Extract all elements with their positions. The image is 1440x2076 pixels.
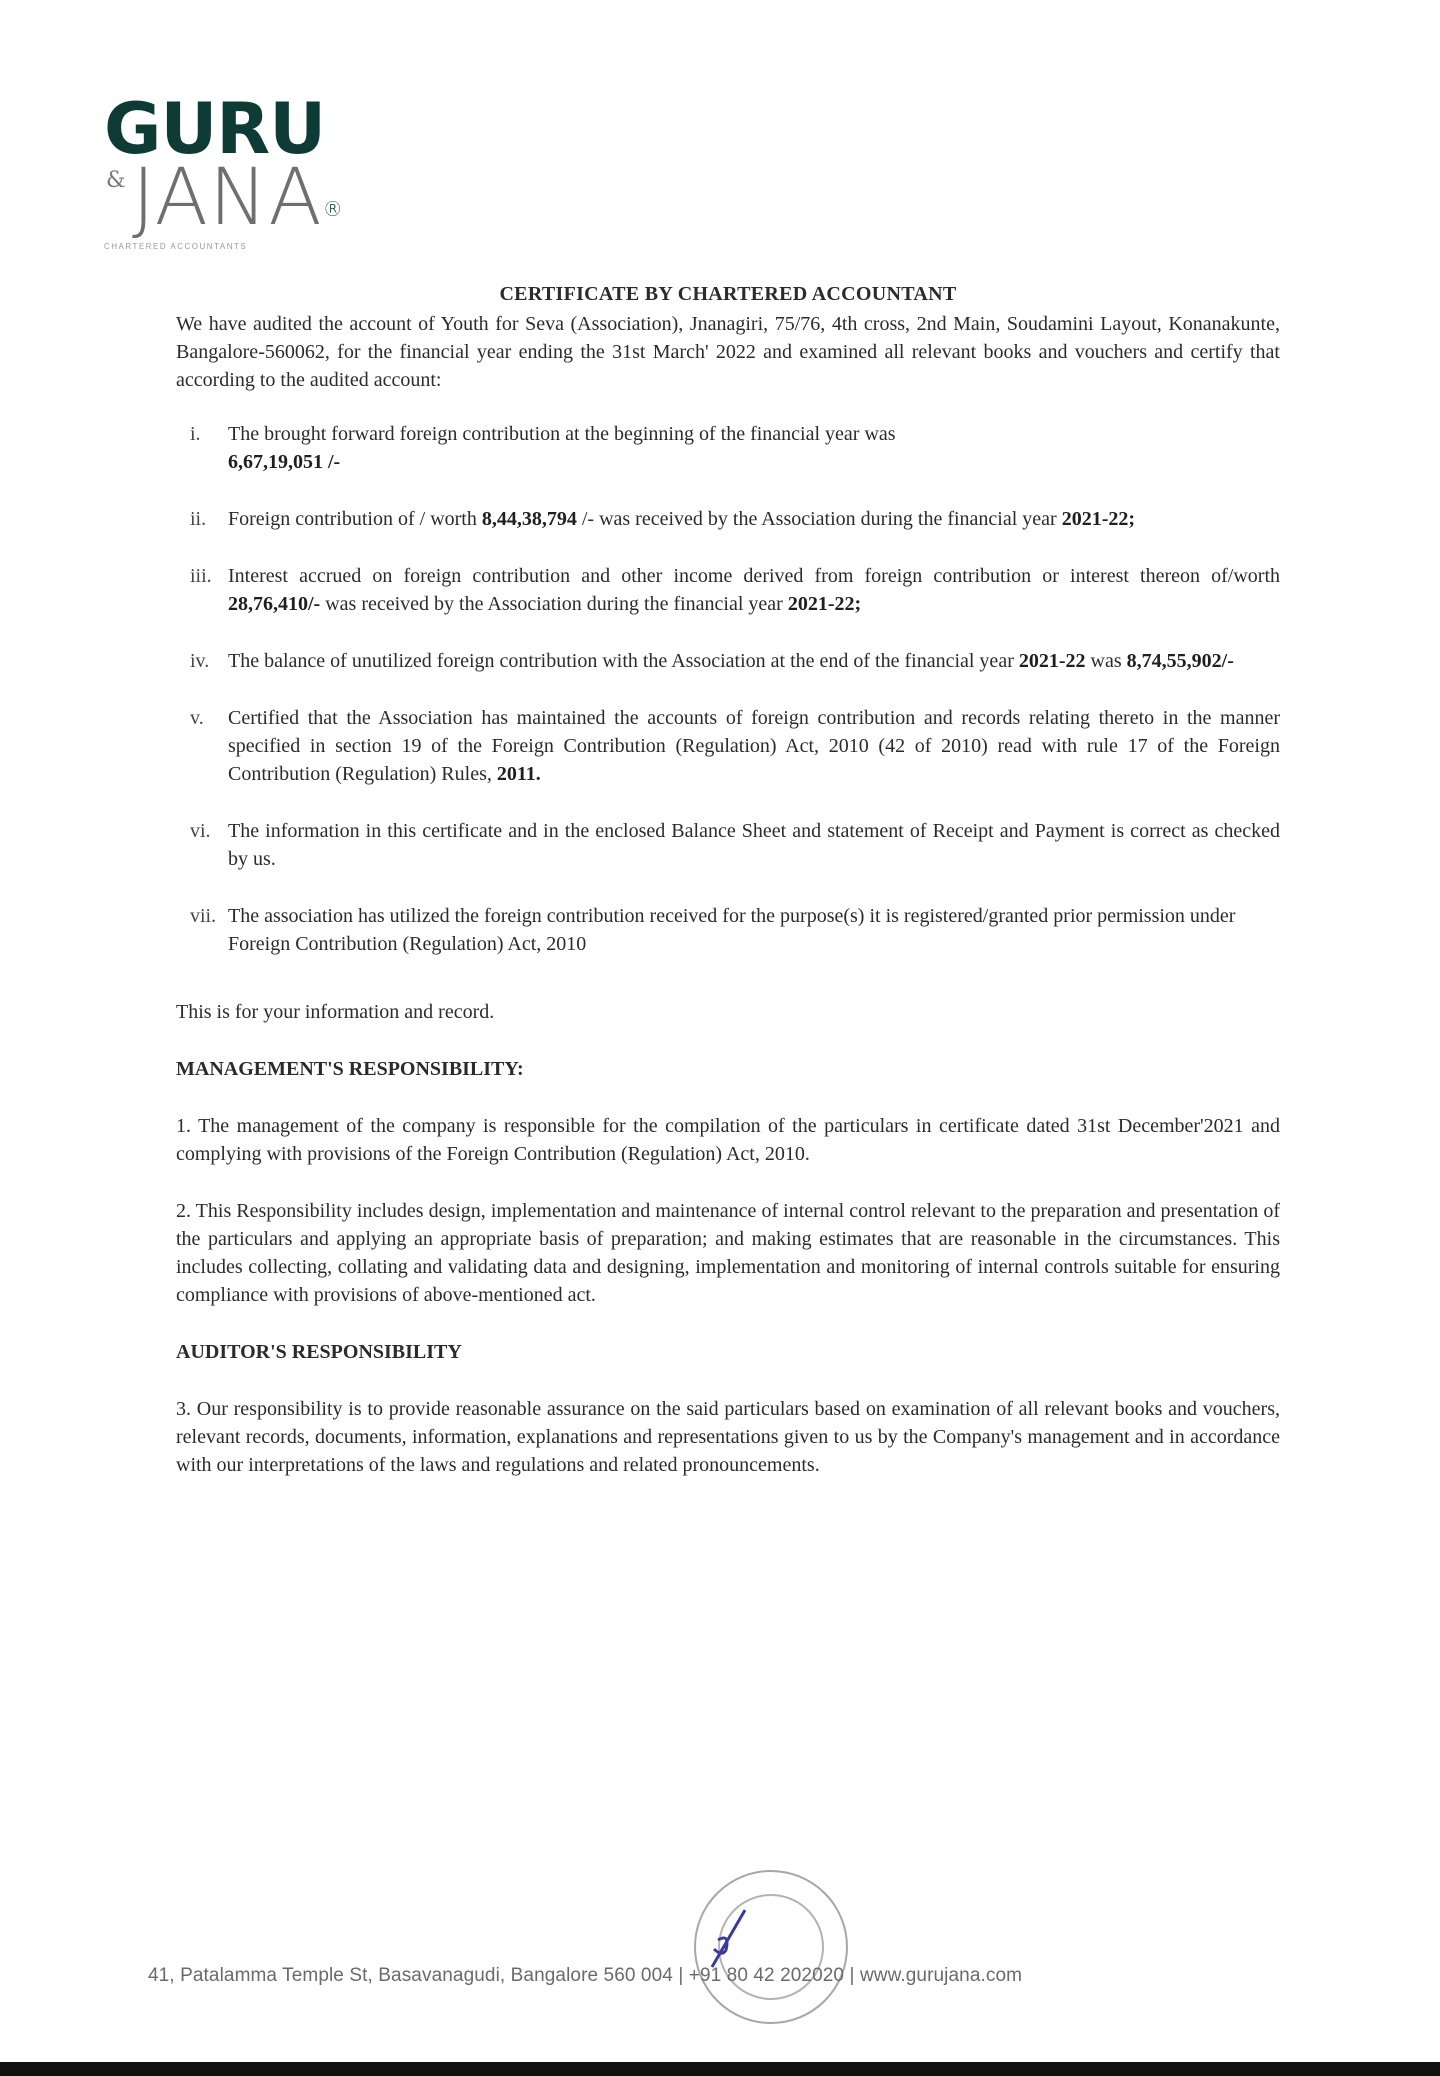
list-item: vi. The information in this certificate and in the enclosed Balance Sheet and statement of Receipt and Payment is correct as checked by us. bbox=[176, 817, 1280, 873]
amount-value: 28,76,410/- bbox=[228, 593, 321, 615]
amount-value: 6,67,19,051 /- bbox=[228, 451, 341, 473]
auditor-heading: AUDITOR'S RESPONSIBILITY bbox=[176, 1341, 462, 1363]
list-item: iv. The balance of unutilized foreign contribution with the Association at the end of the financial year 2021-22 was 8,74,55,902/- bbox=[176, 647, 1280, 675]
scan-edge-shadow bbox=[0, 2062, 1440, 2076]
management-heading: MANAGEMENT'S RESPONSIBILITY: bbox=[176, 1058, 524, 1080]
item-number: i. bbox=[190, 423, 201, 445]
item-number: iv. bbox=[190, 650, 210, 672]
footer-phone: +91 80 42 202020 bbox=[688, 1965, 845, 1986]
intro-paragraph: We have audited the account of Youth for Seva (Association), Jnanagiri, 75/76, 4th cross, 2nd Main, Soudamini Layout, Konanakunte, Bangalore-560062, for the financial year ending the 31st March' 2022 and examined all relevant books and vouchers and certify that according to the audited account: bbox=[176, 313, 1280, 391]
list-item: i. The brought forward foreign contribution at the beginning of the financial year was 6,67,19,051 /- bbox=[176, 420, 1280, 476]
amount-value: 8,44,38,794 bbox=[481, 508, 577, 530]
logo-guru: GURU bbox=[104, 88, 326, 170]
management-paragraph-2: 2. This Responsibility includes design, implementation and maintenance of internal control relevant to the preparation and presentation of the particulars and applying an appropriate basis of preparation; and making estimates that are reasonable in the circumstances. This includes collecting, collating and validating data and designing, implementation and monitoring of internal controls suitable for ensuring compliance with provisions of above-mentioned act. bbox=[176, 1200, 1280, 1306]
logo-ampersand: & bbox=[106, 168, 126, 193]
closing-line: This is for your information and record. bbox=[176, 1001, 495, 1023]
list-item: ii. Foreign contribution of / worth 8,44,38,794 /- was received by the Association during the financial year 2021-22; bbox=[176, 505, 1280, 533]
logo-jana: JANA® bbox=[132, 153, 344, 243]
footer-address: 41, Patalamma Temple St, Basavanagudi, Bangalore 560 004 bbox=[148, 1965, 673, 1986]
certificate-body bbox=[176, 280, 1280, 1479]
year-value: 2021-22; bbox=[1061, 508, 1136, 530]
logo-tagline: CHARTERED ACCOUNTANTS bbox=[104, 242, 248, 251]
item-number: vii. bbox=[190, 905, 217, 927]
item-number: iii. bbox=[190, 565, 212, 587]
footer-website-link[interactable]: www.gurujana.com bbox=[859, 1965, 1023, 1986]
list-item: iii. Interest accrued on foreign contribution and other income derived from foreign contribution or interest thereon of/worth 28,76,410/- was received by the Association during the financial year 2021-22; bbox=[176, 562, 1280, 618]
certificate-title: CERTIFICATE BY CHARTERED ACCOUNTANT bbox=[499, 283, 957, 305]
year-value: 2021-22 bbox=[1018, 650, 1086, 672]
item-number: v. bbox=[190, 707, 204, 729]
letterhead-footer: 41, Patalamma Temple St, Basavanagudi, Bangalore 560 004 | +91 80 42 202020 | www.gurujana.com bbox=[148, 1965, 1023, 1986]
management-paragraph-1: 1. The management of the company is responsible for the compilation of the particulars in certificate dated 31st December'2021 and complying with provisions of the Foreign Contribution (Regulation) Act, 2010. bbox=[176, 1115, 1280, 1165]
amount-value: 8,74,55,902/- bbox=[1126, 650, 1234, 672]
item-number: ii. bbox=[190, 508, 207, 530]
list-item: v. Certified that the Association has maintained the accounts of foreign contribution and records relating thereto in the manner specified in section 19 of the Foreign Contribution (Regulation) Act, 2010 (42 of 2010) read with rule 17 of the Foreign Contribution (Regulation) Rules, 2011. bbox=[176, 704, 1280, 788]
year-value: 2021-22; bbox=[787, 593, 862, 615]
list-item: vii. The association has utilized the foreign contribution received for the purpose(s) it is registered/granted prior permission under Foreign Contribution (Regulation) Act, 2010 bbox=[176, 902, 1280, 958]
certification-list bbox=[176, 420, 1280, 958]
auditor-paragraph-3: 3. Our responsibility is to provide reasonable assurance on the said particulars based on examination of all relevant books and vouchers, relevant records, documents, information, explanations and representations given to us by the Company's management and in accordance with our interpretations of the laws and regulations and related pronouncements. bbox=[176, 1398, 1280, 1476]
company-logo bbox=[104, 88, 344, 251]
item-number: vi. bbox=[190, 820, 211, 842]
